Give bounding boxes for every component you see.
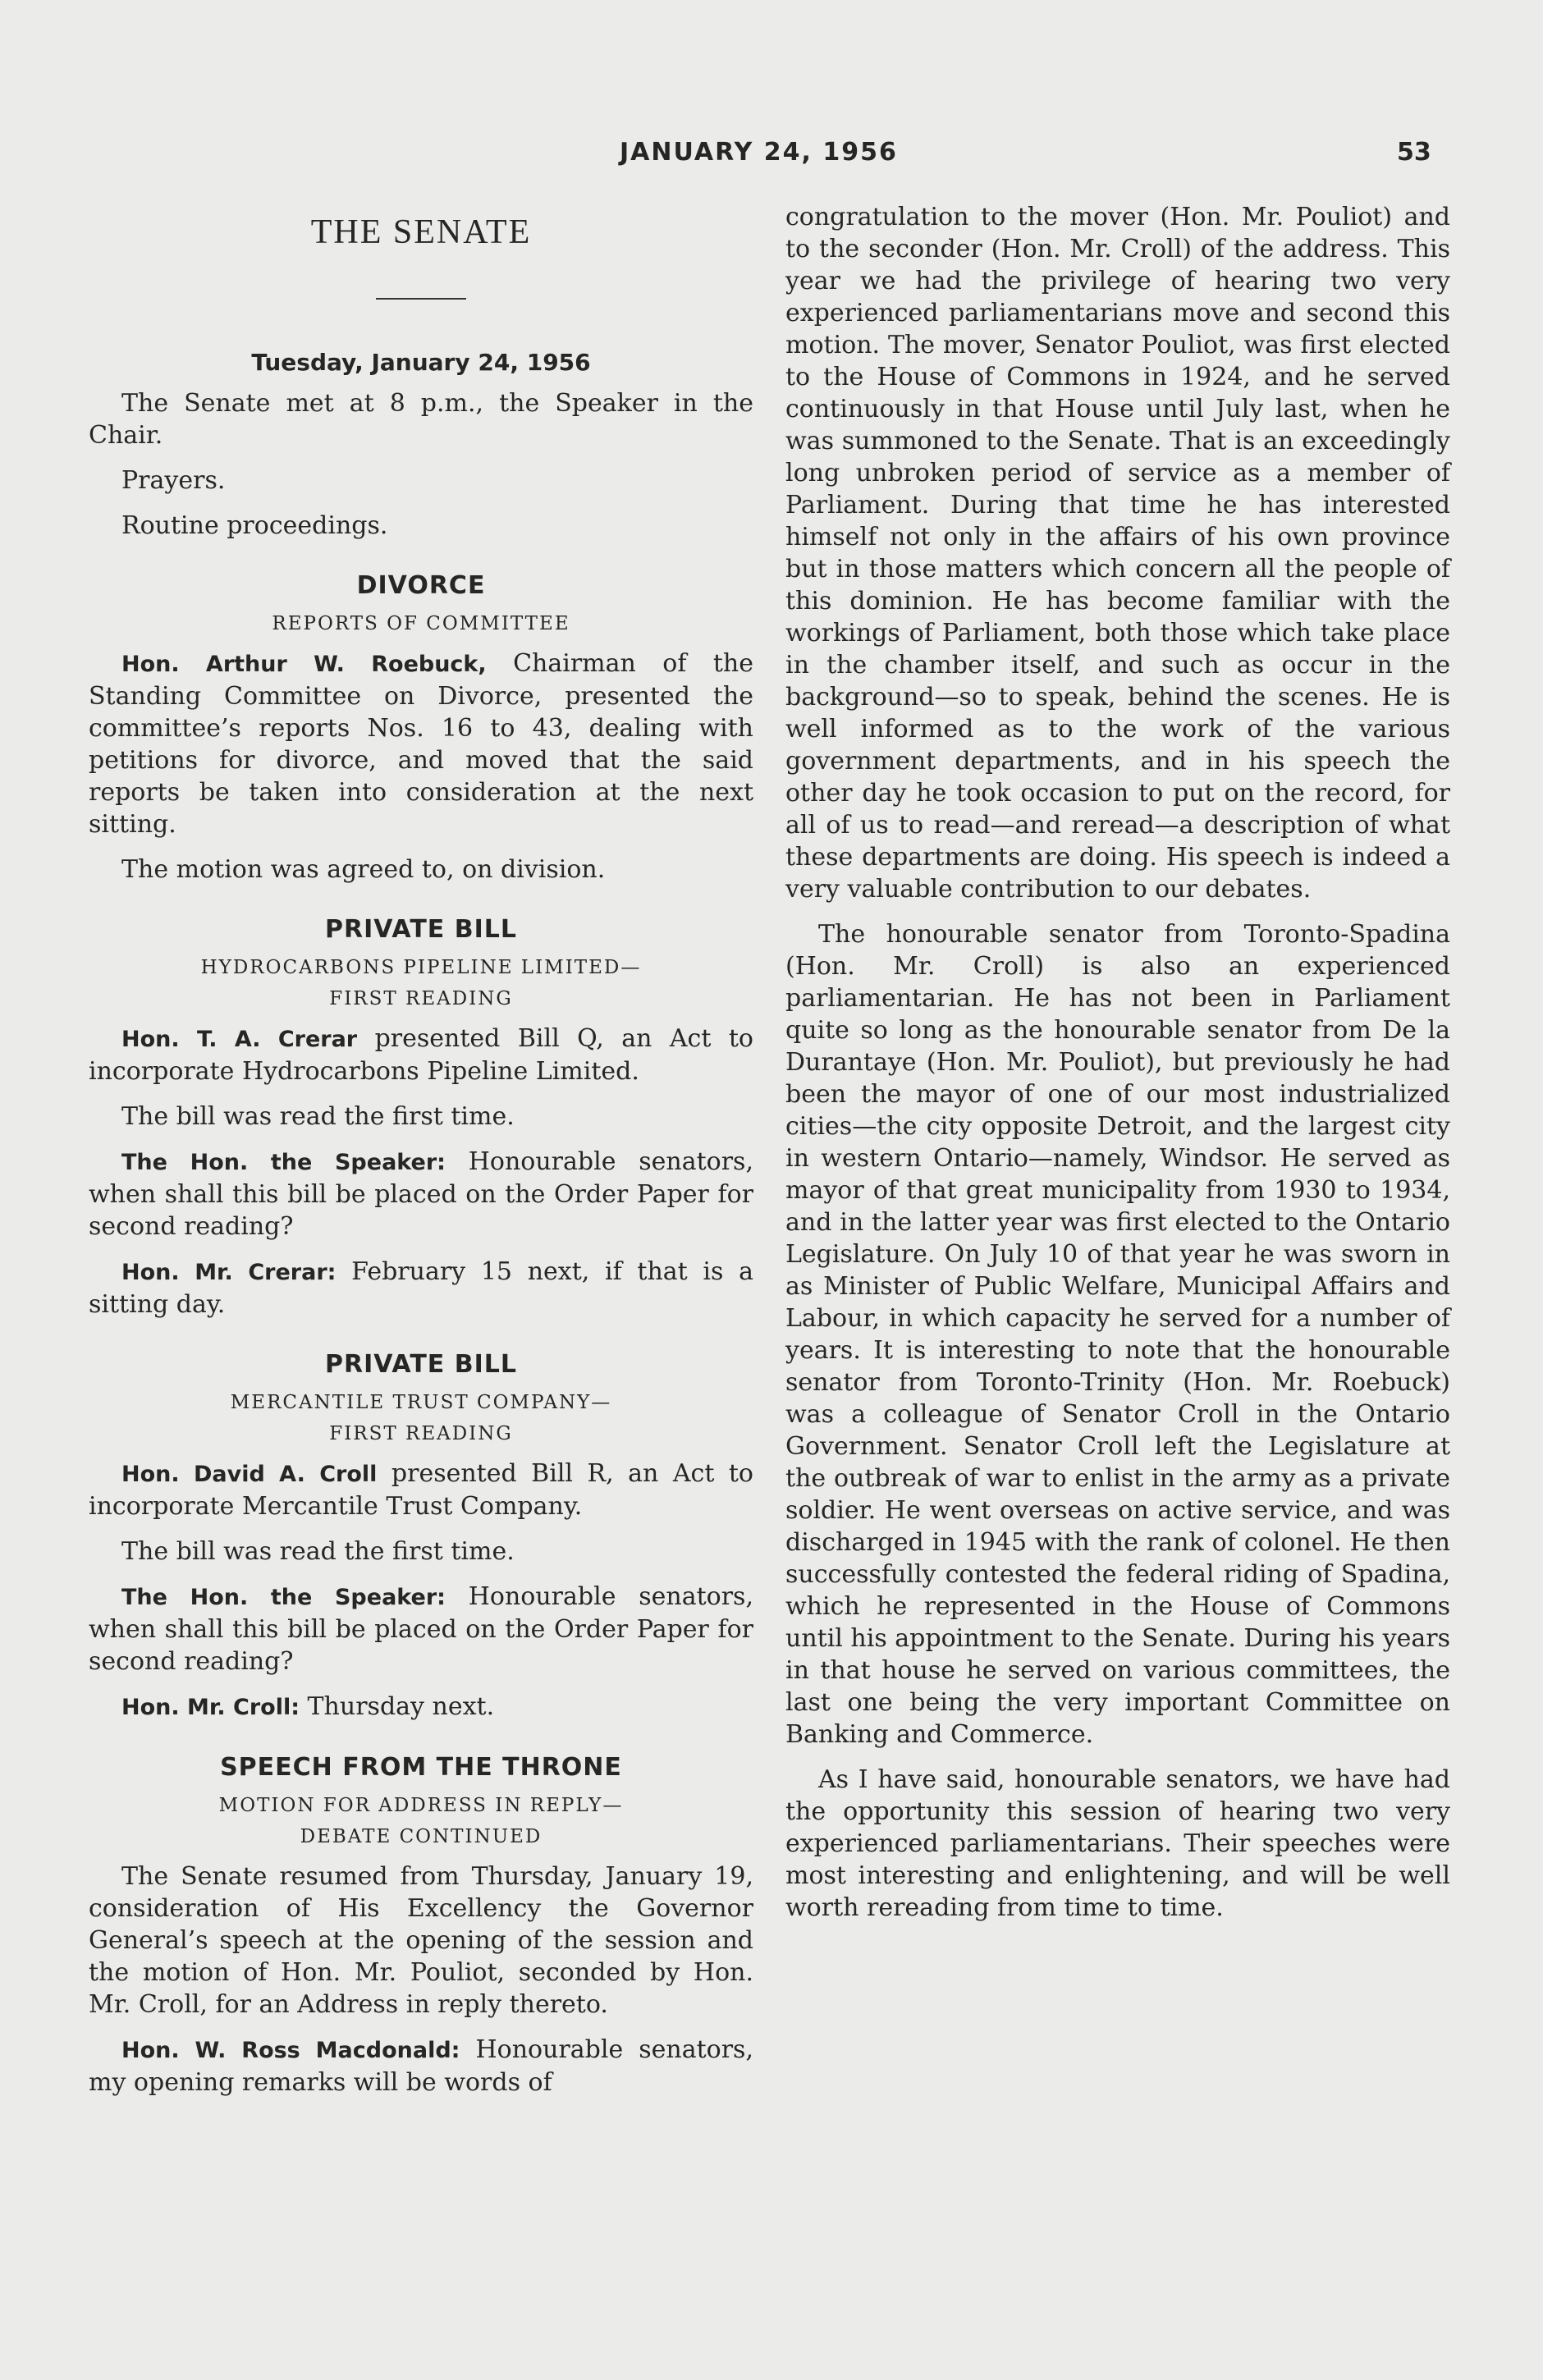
paragraph-text: presented Bill Q, an Act to incorporate Hydrocarbons Pipeline Limited. (89, 1024, 753, 1086)
bill-q-subheading (89, 952, 753, 1014)
speaker-name: Hon. Arthur W. Roebuck, (121, 652, 487, 677)
throne-paragraph-2 (89, 2034, 753, 2099)
throne-sub-1: MOTION FOR ADDRESS IN REPLY— (218, 1795, 624, 1816)
paragraph-text: Thursday next. (300, 1692, 495, 1721)
divorce-subheading: REPORTS OF COMMITTEE (272, 613, 570, 634)
bill-r-paragraph-1 (89, 1458, 753, 1522)
bill-r-subheading (89, 1387, 753, 1449)
page-number: 53 (1397, 138, 1431, 167)
throne-heading: SPEECH FROM THE THRONE (220, 1753, 622, 1782)
throne-subheading (89, 1790, 753, 1852)
bill-q-heading: PRIVATE BILL (325, 915, 517, 944)
bill-r-paragraph-2: The bill was read the first time. (121, 1537, 515, 1566)
speaker-name: Hon. David A. Croll (121, 1462, 378, 1487)
right-paragraph-1: congratulation to the mover (Hon. Mr. Pouliot) and to the seconder (Hon. Mr. Croll) of the address. This year we had the privilege of hearing two very experienced parliamentarians move and second this motion. The mover, Senator Pouliot, was first elected to the House of Commons in 1924, and he served continuously in that House until July last, when he was summoned to the Senate. That is an exceedingly long unbroken period of service as a member of Parliament. During that time he has interested himself not only in the affairs of his own province but in those matters which concern all the people of this dominion. He has become familiar with the workings of Parliament, both those which take place in the chamber itself, and such as occur in the background—so to speak, behind the scenes. He is well informed as to the work of the various government departments, and in his speech the other day he took occasion to put on the record, for all of us to read—and reread—a description of what these departments are doing. His speech is indeed a very valuable contribution to our debates. (785, 203, 1450, 904)
throne-sub-2: DEBATE CONTINUED (300, 1826, 543, 1847)
routine-paragraph: Routine proceedings. (121, 511, 388, 540)
bill-q-paragraph-2: The bill was read the first time. (121, 1102, 515, 1131)
bill-r-sub-1: MERCANTILE TRUST COMPANY— (230, 1392, 612, 1413)
divorce-heading: DIVORCE (356, 571, 486, 600)
bill-q-paragraph-4 (89, 1256, 753, 1320)
title-rule (376, 298, 466, 300)
sitting-date: Tuesday, January 24, 1956 (251, 349, 591, 376)
speaker-name: Hon. Mr. Crerar: (121, 1260, 337, 1285)
throne-paragraph-1: The Senate resumed from Thursday, January 19, consideration of His Excellency the Governor General’s speech at the opening of the session and the motion of Hon. Mr. Pouliot, seconded by Hon. Mr. Croll, for an Address in reply thereto. (89, 1862, 753, 2019)
right-paragraph-3: As I have said, honourable senators, we have had the opportunity this session of hearing two very experienced parliamentarians. Their speeches were most interesting and enlightening, and will be well worth rereading from time to time. (785, 1765, 1450, 1922)
paragraph-text: presented Bill R, an Act to incorporate Mercantile Trust Company. (89, 1459, 753, 1521)
running-head: JANUARY 24, 1956 (620, 138, 898, 167)
paragraph-text: Honourable senators, when shall this bill be placed on the Order Paper for second reading? (89, 1147, 753, 1241)
paragraph-text: Honourable senators, when shall this bill be placed on the Order Paper for second reading? (89, 1582, 753, 1676)
paragraph-text: February 15 next, if that is a sitting day. (89, 1257, 754, 1319)
divorce-paragraph-2: The motion was agreed to, on division. (121, 855, 606, 884)
bill-q-paragraph-1 (89, 1023, 753, 1087)
right-paragraph-2: The honourable senator from Toronto-Spadina (Hon. Mr. Croll) is also an experienced parliamentarian. He has not been in Parliament quite so long as the honourable senator from De la Durantaye (Hon. Mr. Pouliot), but previously he had been the mayor of one of our most industrialized cities—the city opposite Detroit, and the largest city in western Ontario—namely, Windsor. He served as mayor of that great municipality from 1930 to 1934, and in the latter year was first elected to the Ontario Legislature. On July 10 of that year he was sworn in as Minister of Public Welfare, Municipal Affairs and Labour, in which capacity he served for a number of years. It is interesting to note that the honourable senator from Toronto-Trinity (Hon. Mr. Roebuck) was a colleague of Senator Croll in the Ontario Government. Senator Croll left the Legislature at the outbreak of war to enlist in the army as a private soldier. He went overseas on active service, and was discharged in 1945 with the rank of colonel. He then successfully contested the federal riding of Spadina, which he represented in the House of Commons until his appointment to the Senate. During his years in that house he served on various committees, the last one being the very important Committee on Banking and Commerce. (785, 920, 1450, 1749)
bill-q-sub-2: FIRST READING (329, 988, 513, 1009)
speaker-name: Hon. T. A. Crerar (121, 1027, 358, 1052)
bill-r-heading: PRIVATE BILL (325, 1350, 517, 1379)
paragraph-text: Honourable senators, my opening remarks will be words of (89, 2035, 753, 2097)
bill-r-sub-2: FIRST READING (329, 1423, 513, 1444)
speaker-name: The Hon. the Speaker: (121, 1150, 446, 1175)
bill-q-paragraph-3 (89, 1146, 753, 1243)
bill-r-paragraph-4 (89, 1691, 753, 1723)
opening-paragraph: The Senate met at 8 p.m., the Speaker in the Chair. (89, 389, 753, 450)
speaker-name: Hon. Mr. Croll: (121, 1695, 300, 1720)
senate-title: THE SENATE (310, 213, 532, 251)
divorce-paragraph-1 (89, 648, 753, 840)
left-column (89, 201, 753, 2099)
paragraph-text: Chairman of the Standing Committee on Divorce, presented the committee’s reports Nos. 16 to 43, dealing with petitions for divorce, and moved that the said reports be taken into consideration at the next sitting. (89, 649, 753, 839)
speaker-name: Hon. W. Ross Macdonald: (121, 2038, 460, 2063)
speaker-name: The Hon. the Speaker: (121, 1585, 446, 1610)
right-column (785, 201, 1450, 1924)
prayers-paragraph: Prayers. (121, 466, 226, 495)
bill-q-sub-1: HYDROCARBONS PIPELINE LIMITED— (200, 957, 642, 978)
bill-r-paragraph-3 (89, 1581, 753, 1677)
